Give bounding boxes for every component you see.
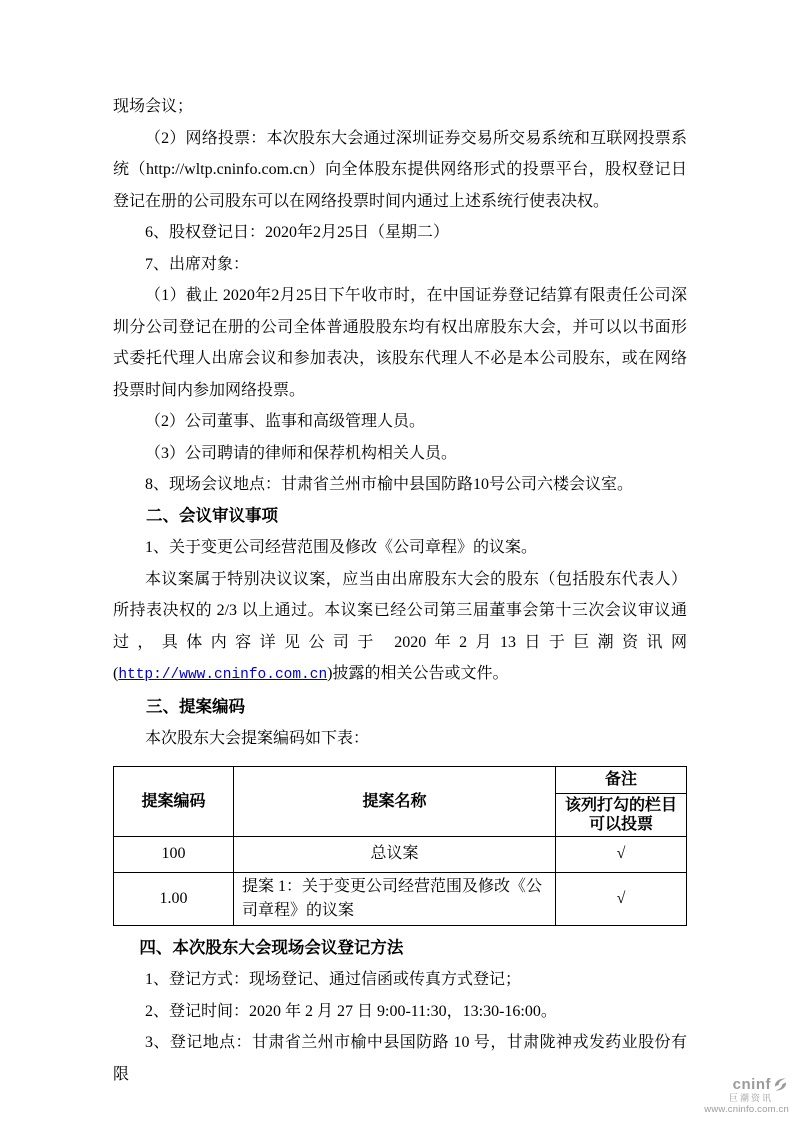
section-heading-3-proposal-codes: 三、提案编码 xyxy=(146,697,245,716)
paragraph-special-resolution xyxy=(113,564,687,692)
section-heading-4-registration: 四、本次股东大会现场会议登记方法 xyxy=(139,938,404,957)
paragraph-registration-method: 1、登记方式：现场登记、通过信函或传真方式登记； xyxy=(145,971,522,988)
paragraph-proposal-1: 1、关于变更公司经营范围及修改《公司章程》的议案。 xyxy=(145,539,538,556)
column-header-proposal-name: 提案名称 xyxy=(234,766,556,836)
cell-proposal-code: 100 xyxy=(114,836,234,872)
paragraph-meeting-venue: 8、现场会议地点：甘肃省兰州市榆中县国防路10号公司六楼会议室。 xyxy=(145,476,634,493)
cninfo-brand-chinese: 巨潮资讯 xyxy=(728,1093,773,1103)
paragraph-attendees-title: 7、出席对象： xyxy=(145,255,250,273)
column-header-remark: 备注 xyxy=(556,766,687,793)
cninfo-site-url: www.cninfo.com.cn xyxy=(704,1104,789,1115)
column-header-proposal-code: 提案编码 xyxy=(114,766,234,836)
paragraph-attendees-directors: （2）公司董事、监事和高级管理人员。 xyxy=(145,413,426,430)
column-subheader-remark-note: 该列打勾的栏目可以投票 xyxy=(556,793,687,836)
cell-proposal-remark-checkmark: √ xyxy=(556,836,687,872)
table-row-general-proposal xyxy=(114,836,687,872)
table-row-proposal-1 xyxy=(114,872,687,925)
cninfo-brand-line xyxy=(704,1076,789,1093)
cell-proposal-name: 总议案 xyxy=(234,836,556,872)
cell-proposal-name: 提案 1：关于变更公司经营范围及修改《公司章程》的议案 xyxy=(234,872,556,925)
cell-proposal-remark-checkmark: √ xyxy=(556,872,687,925)
cninfo-swirl-icon xyxy=(772,1076,789,1093)
paragraph-table-intro: 本次股东大会提案编码如下表： xyxy=(145,730,370,747)
proposal-code-table xyxy=(113,766,687,926)
cell-proposal-code: 1.00 xyxy=(114,872,234,925)
section-heading-2-agenda: 二、会议审议事项 xyxy=(146,506,278,525)
paragraph-attendees-shareholders: （1）截止 2020年2月25日下午收市时，在中国证券登记结算有限责任公司深圳分公司登记在册的公司全体普通股股东均有权出席股东大会，并可以以书面形式委托代理人出席会议和参加表决，该股东代理人不必是本公司股东，或在网络投票时间内参加网络投票。 xyxy=(113,287,687,399)
cninfo-watermark xyxy=(704,1076,789,1116)
resolution-text-after-link: )披露的相关公告或文件。 xyxy=(327,665,509,682)
paragraph-attendees-lawyers: （3）公司聘请的律师和保荐机构相关人员。 xyxy=(145,444,458,462)
cninfo-brand-text: cninf xyxy=(732,1076,771,1093)
paragraph-record-date: 6、股权登记日：2020年2月25日（星期二） xyxy=(145,224,450,241)
paragraph-registration-time: 2、登记时间：2020 年 2 月 27 日 9:00-11:30，13:30-16:00。 xyxy=(145,1002,557,1020)
paragraph-registration-place: 3、登记地点：甘肃省兰州市榆中县国防路 10 号，甘肃陇神戎发药业股份有限 xyxy=(113,1034,687,1083)
document-content xyxy=(113,91,687,1090)
cninfo-hyperlink[interactable]: http://www.cninfo.com.cn xyxy=(118,667,328,683)
paragraph-network-voting: （2）网络投票：本次股东大会通过深圳证券交易所交易系统和互联网投票系统（http://wltp.cninfo.com.cn）向全体股东提供网络形式的投票平台，股权登记日登记在册的公司股东可以在网络投票时间内通过上述系统行使表决权。 xyxy=(113,129,687,210)
resolution-text-before-link: 本议案属于特别决议议案，应当由出席股东大会的股东（包括股东代表人）所持表决权的 2/3 以上通过。本议案已经公司第三届董事会第十三次会议审议通过，具体内容详见公司于 2020年2月13日于巨潮资讯网( xyxy=(113,570,687,682)
paragraph-onsite-meeting-continued: 现场会议； xyxy=(113,98,194,115)
table-header-row-1 xyxy=(114,766,687,793)
